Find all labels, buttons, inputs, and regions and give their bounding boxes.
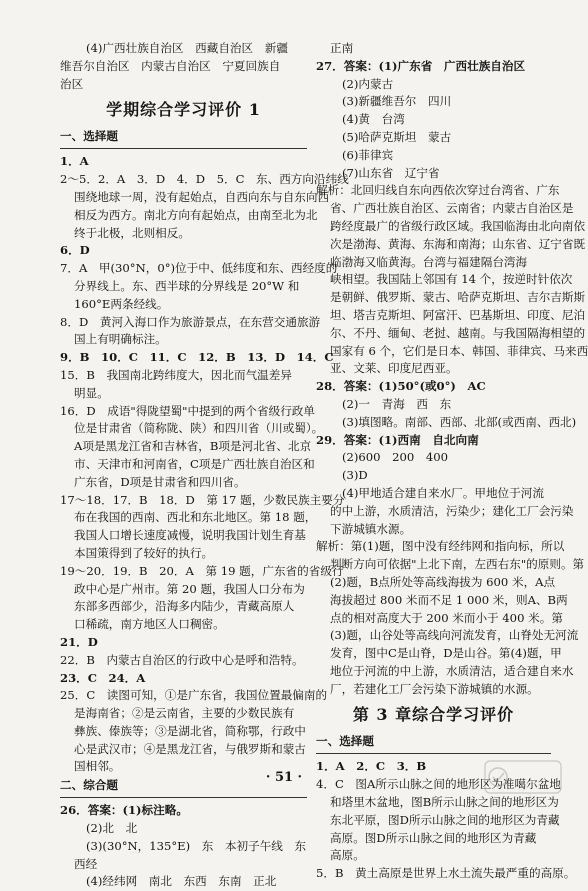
right-text-line: 发育，图中C是山脊，D是山谷。第(4)题，甲	[330, 646, 562, 661]
right-text-line: 正南	[330, 41, 354, 55]
left-text-line: 21．D	[60, 634, 98, 649]
left-text-line: 治区	[60, 76, 84, 91]
left-text-line: 我国人口增长速度减慢，说明我国计划生育基	[74, 528, 306, 543]
right-text-line: 地位于河流的中上游，水质清洁，适合建自来水	[330, 663, 574, 678]
left-text-line: 心是武汉市；④是黑龙江省，与俄罗斯和蒙古	[74, 741, 306, 756]
left-text-line: 围绕地球一周，没有起始点，自西向东与自东向西	[74, 189, 330, 204]
right-text-line: (2)题，B点所处等高线海拔为 600 米，A点	[330, 574, 556, 589]
right-text-line: 峡相望。我国陆上邻国有 14 个，按逆时针依次	[330, 272, 573, 287]
right-text-line: 次是渤海、黄海、东海和南海；山东省、辽宁省既	[330, 236, 586, 251]
left-text-line: 16．D 成语"得陇望蜀"中提到的两个省级行政单	[60, 403, 315, 418]
left-text-line: 15．B 我国南北跨纬度大，因北而气温差异	[60, 367, 292, 382]
right-text-line: 省、广西壮族自治区、云南省；内蒙古自治区是	[330, 201, 574, 216]
left-text-line: 26．答案：(1)标注略。	[60, 803, 188, 818]
right-text-line: 28．答案：(1)50°(或0°) AC	[316, 379, 486, 394]
page-number: · 51 ·	[265, 770, 303, 785]
right-text-line: 27．答案：(1)广东省 广西壮族自治区	[316, 58, 526, 73]
left-text-line: 7．A 甲(30°N，0°)位于中、低纬度和东、西经度的	[60, 261, 338, 276]
left-text-line: 广东省，D项是甘肃省和四川省。	[74, 474, 246, 489]
left-text-line: 19～20．19．B 20．A 第 19 题，广东省的省级行	[60, 563, 344, 578]
left-text-line: 1．A	[60, 154, 89, 169]
left-text-line: (4)经纬网 南北 东西 东南 正北	[86, 874, 277, 889]
watermark-logo	[484, 760, 562, 794]
left-text-line: 22．B 内蒙古自治区的行政中心是呼和浩特。	[60, 652, 304, 667]
right-text-line: 29．答案：(1)西南 自北向南	[316, 432, 479, 447]
right-text-line: 4．C 图A所示山脉之间的地形区为准噶尔盆地	[316, 777, 561, 792]
left-text-line: A项是黑龙江省和吉林省，B项是河北省、北京	[74, 439, 312, 454]
right-text-line: 坦、塔吉克斯坦、阿富汗、巴基斯坦、印度、尼泊	[330, 307, 586, 322]
right-text-line: (5)哈萨克斯坦 蒙古	[342, 129, 452, 144]
right-text-line: (6)菲律宾	[342, 147, 394, 162]
left-text-line: 本国策得到了较好的执行。	[74, 545, 214, 560]
right-text-line: 尔、不丹、缅甸、老挝、越南。与我国隔海相望的	[330, 325, 586, 340]
section-title: 第 3 章综合学习评价	[352, 705, 515, 725]
left-text-line: 17～18．17．B 18．D 第 17 题，少数民族主要分	[60, 492, 345, 507]
left-text-line: 8．D 黄河入海口作为旅游景点，在东营交通旅游	[60, 314, 321, 329]
right-text-line: (3)D	[342, 468, 368, 483]
right-text-line: (3)新疆维吾尔 四川	[342, 94, 452, 109]
right-text-line: (4)黄 台湾	[342, 112, 405, 127]
left-text-line: 布在我国的西南、西北和东北地区。第 18 题，	[74, 510, 317, 525]
left-text-line: 9．B 10．C 11．C 12．B 13．D 14．C	[60, 350, 334, 365]
right-text-line: (3)填图略。南部、西部、北部(或西南、西北)	[342, 414, 577, 429]
right-text-line: (2)一 青海 西 东	[342, 396, 452, 411]
right-text-line: 解析：第(1)题，图中没有经纬网和指向标，所以	[316, 539, 565, 554]
heading-rule	[60, 148, 307, 149]
right-text-line: 厂，若建化工厂会污染下游城镇的水源。	[330, 681, 539, 696]
left-text-line: 国上有明确标注。	[74, 332, 167, 347]
right-text-line: 跨经度最广的省级行政区域。我国临海由北向南依	[330, 218, 586, 233]
left-text-line: 2～5．2．A 3．D 4．D 5．C 东、西方向沿纬线	[60, 172, 349, 187]
right-text-line: 亚、文莱、印度尼西亚。	[330, 361, 458, 376]
left-text-line: 维吾尔自治区 内蒙古自治区 宁夏回族自	[60, 58, 281, 73]
left-text-line: 东部多西部少，沿海多内陆少，青藏高原人	[74, 599, 295, 614]
right-text-line: 的中上游，水质清洁，污染少；建化工厂会污染	[330, 503, 574, 518]
left-text-line: 终于北极，北则相反。	[74, 225, 190, 240]
left-text-line: 政中心是广州市。第 20 题，我国人口分布为	[74, 581, 305, 596]
left-text-line: 口稀疏，南方地区人口稠密。	[74, 617, 225, 632]
left-text-line: 明显。	[74, 385, 109, 400]
subsection-heading: 一、选择题	[316, 734, 374, 749]
left-text-line: 位是甘肃省（简称陇、陕）和四川省（川或蜀）。	[74, 421, 324, 436]
right-text-line: 下游城镇水源。	[330, 521, 412, 536]
right-text-line: (3)题，山谷处等高线向河流发育，山脊处无河流	[330, 628, 579, 643]
right-text-line: 解析：北回归线自东向西依次穿过台湾省、广东	[316, 183, 560, 198]
left-text-line: 160°E两条经线。	[74, 296, 169, 311]
right-text-line: (7)山东省 辽宁省	[342, 165, 440, 180]
left-text-line: 25．C 读图可知，①是广东省，我国位置最偏南的	[60, 688, 328, 703]
right-text-line: 和塔里木盆地，图B所示山脉之间的地形区为	[330, 795, 559, 810]
right-text-line: 5．B 黄土高原是世界上水土流失最严重的高原。	[316, 866, 576, 881]
left-text-line: 6．D	[60, 243, 90, 258]
left-text-line: 23．C 24．A	[60, 670, 146, 685]
right-text-line: 高原。	[330, 848, 365, 863]
heading-rule	[60, 797, 307, 798]
right-text-line: (2)600 200 400	[342, 450, 448, 465]
right-text-line: 是朝鲜、俄罗斯、蒙古、哈萨克斯坦、吉尔吉斯斯	[330, 290, 586, 305]
subsection-heading: 二、综合题	[60, 778, 118, 793]
heading-rule	[316, 753, 551, 754]
right-text-line: 海拔超过 800 米而不足 1 000 米，则A、B两	[330, 592, 568, 607]
subsection-heading: 一、选择题	[60, 129, 118, 144]
right-text-line: 点的相对高度大于 200 米而小于 400 米。第	[330, 610, 563, 625]
section-title: 学期综合学习评价 1	[106, 100, 261, 120]
right-text-line: 临渤海又临黄海。台湾与福建隔台湾海	[330, 254, 528, 269]
left-text-line: 西经	[74, 856, 98, 871]
left-text-line: 彝族、傣族等；③是湖北省，简称鄂，行政中	[74, 723, 306, 738]
right-text-line: 判断方向可依据"上北下南，左西右东"的原则。第	[330, 557, 585, 572]
right-text-line: (2)内蒙古	[342, 76, 394, 91]
left-text-line: 分界线上。东、西半球的分界线是 20°W 和	[74, 278, 300, 293]
left-text-line: 相反为西方。南北方向有起始点，由南至北为北	[74, 207, 318, 222]
left-text-line: (4)广西壮族自治区 西藏自治区 新疆	[86, 41, 288, 55]
left-text-line: 是海南省；②是云南省，主要的少数民族有	[74, 706, 295, 721]
right-text-line: (4)甲地适合建自来水厂。甲地位于河流	[342, 485, 544, 500]
left-text-line: 国相邻。	[74, 759, 121, 774]
left-text-line: 市、天津市和河南省，C项是广西壮族自治区和	[74, 456, 315, 471]
left-text-line: (3)(30°N，135°E) 东 本初子午线 东	[86, 838, 307, 853]
left-text-line: (2)北 北	[86, 821, 138, 836]
right-text-line: 国家有 6 个，它们是日本、韩国、菲律宾、马来西	[330, 343, 588, 358]
right-text-line: 1．A 2．C 3．B	[316, 759, 427, 774]
right-column	[316, 40, 588, 883]
right-text-line: 高原。图D所示山脉之间的地形区为青藏	[330, 830, 537, 845]
right-text-line: 东北平原，图D所示山脉之间的地形区为青藏	[330, 812, 560, 827]
